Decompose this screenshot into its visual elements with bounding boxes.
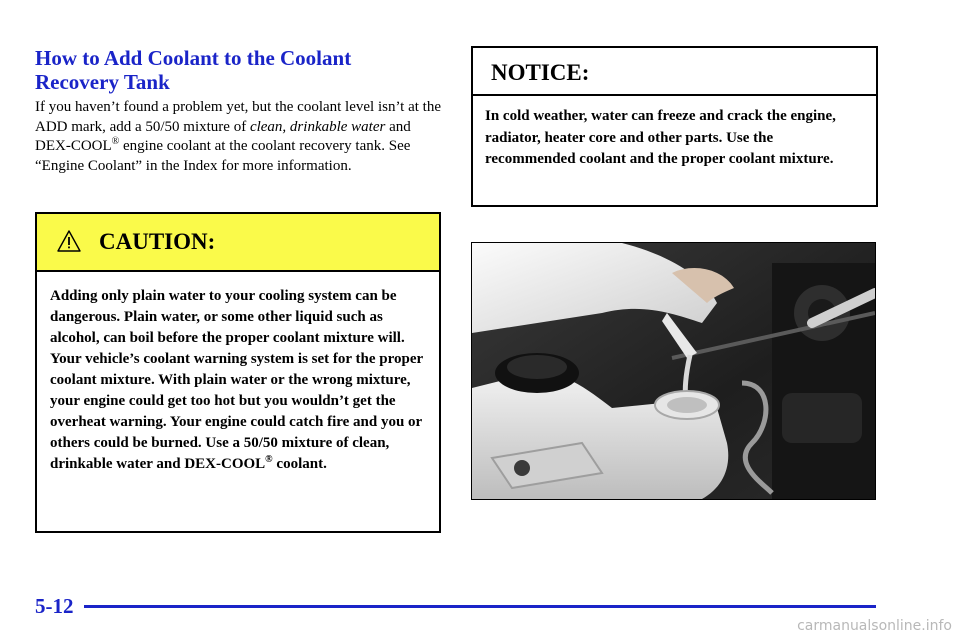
section-title: How to Add Coolant to the Coolant Recovery Tank [35, 46, 352, 94]
coolant-pour-photo [471, 242, 876, 500]
registered-mark: ® [265, 454, 273, 465]
notice-title: NOTICE: [491, 60, 590, 85]
caution-title: CAUTION: [99, 229, 216, 254]
watermark: carmanualsonline.info [797, 618, 952, 634]
page-number: 5-12 [35, 594, 74, 618]
registered-mark: ® [111, 136, 120, 147]
caution-text-end: coolant. [272, 456, 327, 472]
intro-text-1: If you haven’t found a problem yet, but the coolant level isn’t at the ADD mark, add a 50/50 mixture of [35, 99, 442, 135]
caution-text-main: Adding only plain water to your cooling system can be dangerous. Plain water, or some other liquid such as alcohol, can boil before the proper coolant mixture will. Your vehicle’s coolant warning system is set for the proper coolant mixture. With plain water or the wrong mixture, your engine could get too hot but you wouldn’t get the overheat warning. Your engine could catch fire and you or others could be burned. Use a 50/50 mixture of clean, drinkable water and DEX-COOL [50, 288, 423, 472]
intro-paragraph [35, 98, 445, 176]
notice-box [471, 46, 878, 207]
caution-header [37, 214, 439, 272]
intro-emphasis: clean, drinkable water [249, 118, 386, 135]
intro-text-3: engine coolant at the coolant recovery tank. See “Engine Coolant” in the Index for more information. [35, 138, 411, 174]
intro-text-2: and DEX-COOL [35, 118, 411, 154]
warning-triangle-icon [57, 230, 81, 252]
notice-text: In cold weather, water can freeze and crack the engine, radiator, heater core and other parts. Use the recommended coolant and the proper coolant mixture. [485, 108, 836, 167]
caution-text [37, 272, 439, 475]
caution-box [35, 212, 441, 533]
footer-rule [84, 605, 876, 608]
photo-illustration [472, 243, 875, 499]
notice-header [473, 48, 876, 96]
